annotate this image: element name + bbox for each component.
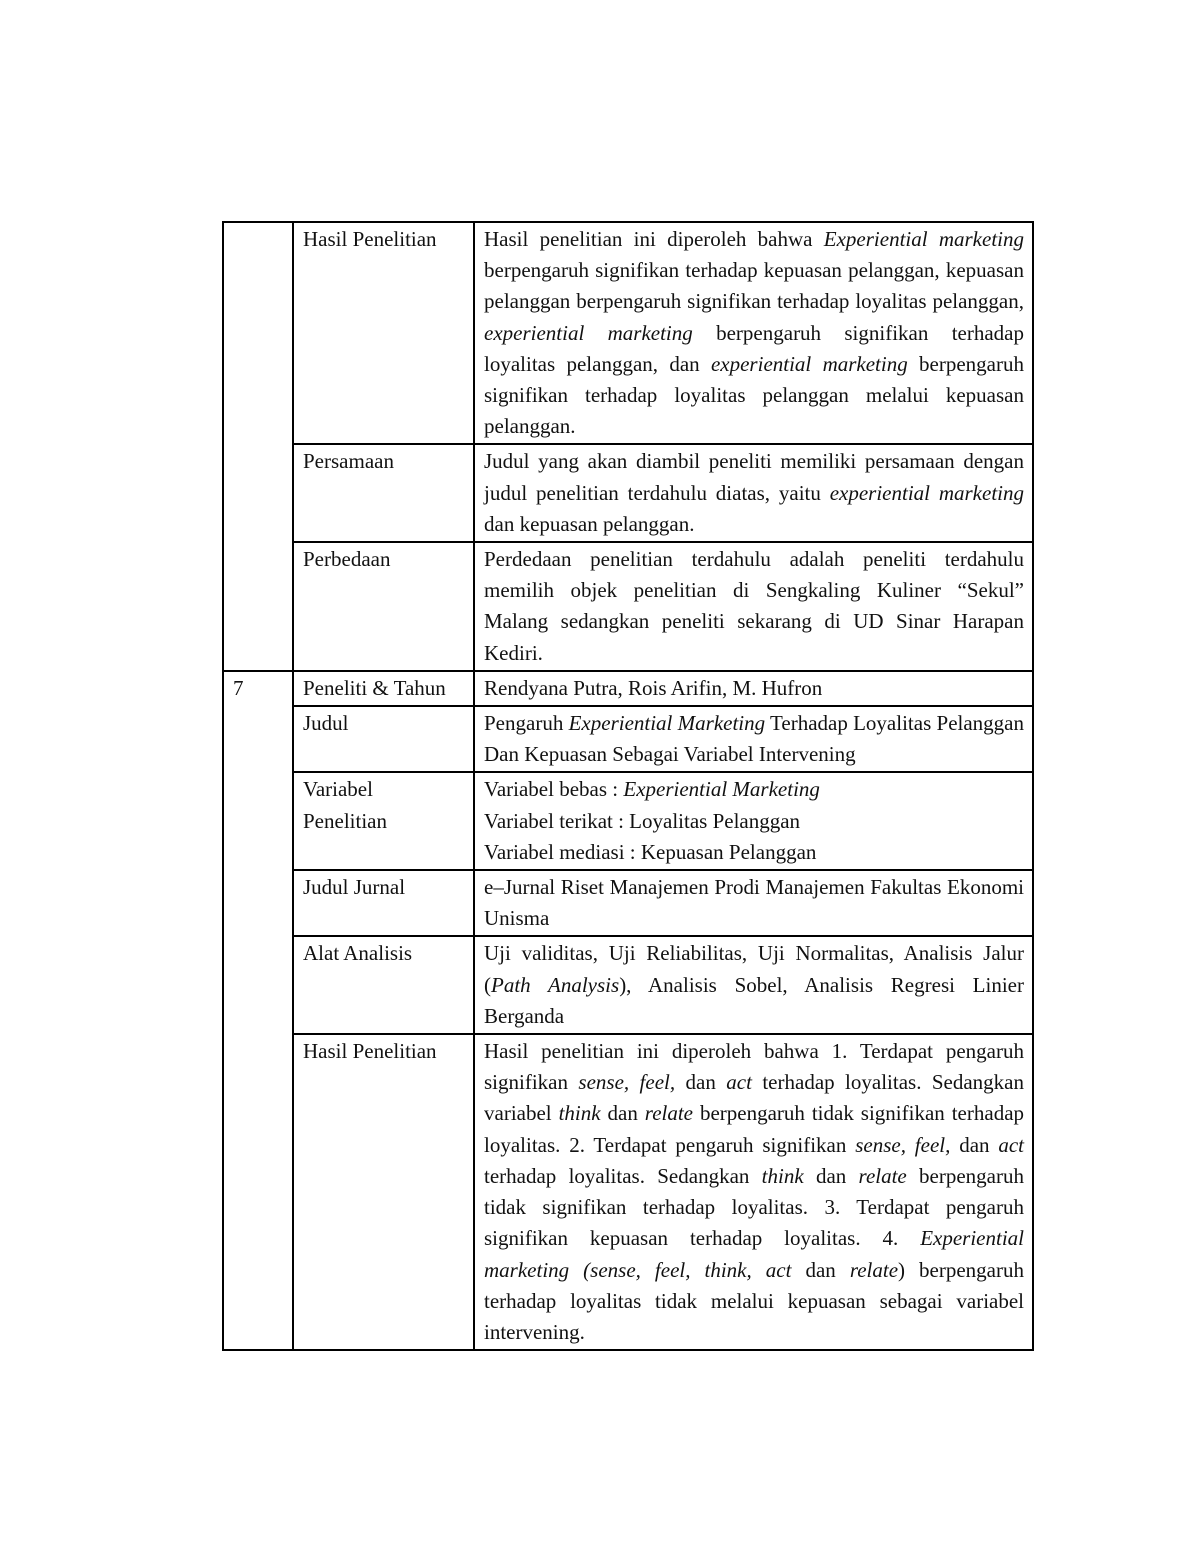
table-row (223, 870, 1033, 936)
label-cell: Alat Analisis (293, 936, 474, 1034)
label-cell: Judul (293, 706, 474, 772)
label-cell: Persamaan (293, 444, 474, 542)
literature-review-table (222, 221, 1034, 1351)
label-cell: Judul Jurnal (293, 870, 474, 936)
italic-term: think (761, 1163, 804, 1188)
table-row (223, 671, 1033, 706)
italic-term: Experiential marketing (sense, feel, think, act (484, 1226, 1024, 1282)
table-row (223, 222, 1033, 444)
table-row (223, 542, 1033, 671)
italic-term: experiential marketing (484, 320, 693, 345)
label-cell: Hasil Penelitian (293, 1034, 474, 1350)
variable-line: Variabel bebas : Experiential Marketing (484, 777, 820, 802)
content-cell: Hasil penelitian ini diperoleh bahwa Experiential marketing berpengaruh signifikan terhadap kepuasan pelanggan, kepuasan pelanggan berpengaruh signifikan terhadap loyalitas pelanggan, experiential marketing berpengaruh signifikan terhadap loyalitas pelanggan, dan experiential marketing berpengaruh signifikan terhadap loyalitas pelanggan melalui kepuasan pelanggan. (474, 222, 1033, 444)
italic-term: relate (858, 1163, 907, 1188)
italic-term: Experiential Marketing (623, 777, 820, 802)
label-cell: Peneliti & Tahun (293, 671, 474, 706)
italic-term: experiential marketing (710, 351, 908, 376)
number-cell-blank (223, 222, 293, 671)
label-cell: Perbedaan (293, 542, 474, 671)
italic-term: think (558, 1101, 601, 1126)
italic-term: sense, feel, (578, 1070, 676, 1095)
content-cell: Uji validitas, Uji Reliabilitas, Uji Normalitas, Analisis Jalur (Path Analysis), Analisis Sobel, Analisis Regresi Linier Berganda (474, 936, 1033, 1034)
italic-term: Experiential Marketing (568, 711, 766, 736)
italic-term: Experiential marketing (823, 227, 1024, 251)
table-row (223, 444, 1033, 542)
table-row (223, 1034, 1033, 1350)
content-cell: Rendyana Putra, Rois Arifin, M. Hufron (474, 671, 1033, 706)
content-cell: Hasil penelitian ini diperoleh bahwa 1. Terdapat pengaruh signifikan sense, feel, dan act terhadap loyalitas. Sedangkan variabel think dan relate berpengaruh tidak signifikan terhadap loyalitas. 2. Terdapat pengaruh signifikan sense, feel, dan act terhadap loyalitas. Sedangkan think dan relate berpengaruh tidak signifikan terhadap loyalitas. 3. Terdapat pengaruh signifikan kepuasan terhadap loyalitas. 4. Experiential marketing (sense, feel, think, act dan relate) berpengaruh terhadap loyalitas tidak melalui kepuasan sebagai variabel intervening. (474, 1034, 1033, 1350)
table-row (223, 706, 1033, 772)
italic-term: act (726, 1070, 752, 1095)
content-cell: Judul yang akan diambil peneliti memiliki persamaan dengan judul penelitian terdahulu diatas, yaitu experiential marketing dan kepuasan pelanggan. (474, 444, 1033, 542)
italic-term: act (998, 1132, 1025, 1157)
table-row (223, 936, 1033, 1034)
row-number-cell: 7 (223, 671, 293, 1350)
italic-term: Path Analysis (491, 972, 620, 997)
italic-term: relate (849, 1257, 899, 1282)
italic-term: experiential marketing (829, 480, 1024, 505)
table-row (223, 772, 1033, 870)
label-cell: Variabel Penelitian (293, 772, 474, 870)
content-cell: Perdedaan penelitian terdahulu adalah peneliti terdahulu memilih objek penelitian di Sengkaling Kuliner “Sekul” Malang sedangkan peneliti sekarang di UD Sinar Harapan Kediri. (474, 542, 1033, 671)
italic-term: sense, feel, (855, 1132, 951, 1157)
variable-line: Variabel mediasi : Kepuasan Pelanggan (484, 839, 817, 864)
variable-line: Variabel terikat : Loyalitas Pelanggan (484, 808, 801, 833)
italic-term: relate (644, 1101, 694, 1126)
content-cell (474, 772, 1033, 870)
label-cell: Hasil Penelitian (293, 222, 474, 444)
content-cell: Pengaruh Experiential Marketing Terhadap Loyalitas Pelanggan Dan Kepuasan Sebagai Variabel Intervening (474, 706, 1033, 772)
content-cell: e–Jurnal Riset Manajemen Prodi Manajemen Fakultas Ekonomi Unisma (474, 870, 1033, 936)
